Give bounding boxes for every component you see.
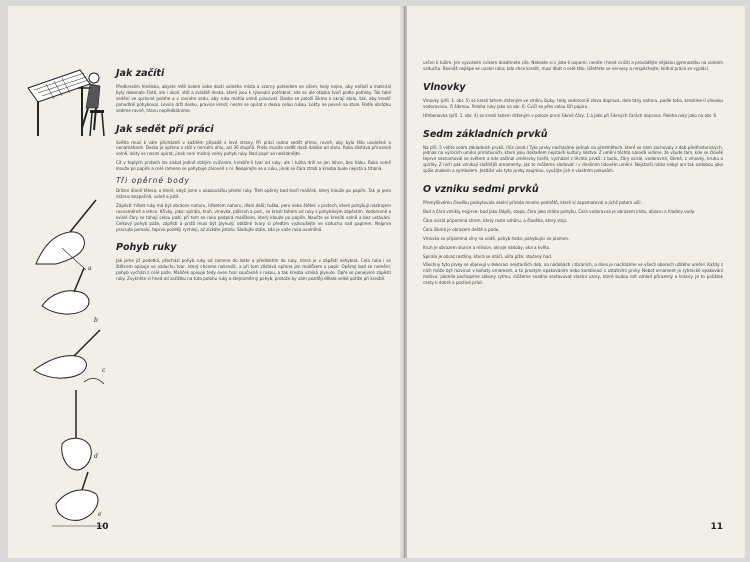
svg-text:b: b <box>94 317 98 324</box>
left-page <box>8 6 405 558</box>
left-page-text <box>116 62 391 285</box>
drawing-desk-illustration <box>20 58 108 140</box>
paragraph: Všechny tyto prvky se objevují v dekoraci nejstarších dob, na nádobách i zbraních, a dnes je nacházíme ve všech oborech užitého umění. Každý z nich může být rozvinut v bohatý ornament, a to prostým opakováním nebo kombinací s ostatními prvky. Neboť ornament je rytmické opakování motivu; jakmile pochopíme zákony rytmu, můžeme snadno sestavovat vlastní vzory, které budou mít vzhled přirozený a krásný. Je to počátek cesty k dobré a poctivé práci. <box>423 262 723 286</box>
paragraph: Vlnovka se připomíná vlny na vodě, pohyb hada; pohybující se plamen. <box>423 235 570 241</box>
hand-vertical-brush-illustration-d <box>48 386 108 536</box>
svg-text:a: a <box>88 265 92 272</box>
paragraph: Světlo musí k vám přicházeti v každém případě s levé strany. Při práci nutno sedět přímo, rovně, aby bylo tělo uvolněné a nenamáhané. Deska je opřena o stůl v mírném úhlu, asi 30 stupňů. Proto musíte sedět dosti daleko od stolu. Ruka zůstává přirozeně volně, lokty se nesmí opírat, jinak není možný volný pohyb ruky. Nad papír se nesklánějte. <box>116 139 391 157</box>
paragraph: Kruh je obrazem slunce a měsíce, okraje nádoby, oka a květu. <box>423 244 551 250</box>
subheading-tri-operne-body: Tři opěrné body <box>116 176 190 186</box>
right-page-text <box>423 60 723 289</box>
section-heading-jak-sedet: Jak sedět při práci <box>116 123 214 135</box>
paragraph: Držení dlaně tělesa, o které, když jsme v ukazováčku přední ruky. Třetí opěrný bod tvoří malíček, který klouže po papíře. Tak je pero drženo bezpečně, volně a jistě. <box>116 188 391 199</box>
paragraph: Bod a čára vznikly nejprve: bod jako šlépěj, stopa, čára jako dráha pohybu. Čára vodorovná je obrazem klidu, obzoru a hladiny vody. <box>423 208 695 214</box>
section-heading-jak-zaciti: Jak začíti <box>116 68 165 79</box>
section-heading-sedm-prvku: Sedm základních prvků <box>423 128 548 140</box>
hand-pen-illustration-b <box>34 266 114 326</box>
svg-text:d: d <box>94 453 98 460</box>
svg-text:c: c <box>102 367 106 374</box>
hand-pen-illustration-a <box>26 194 106 274</box>
right-page <box>407 6 745 558</box>
paragraph: Spirála je obraz rostliny, která se otáčí, ulita plže; stočený had. <box>423 253 553 259</box>
paragraph: Jak jsme již podotkli, přechází pohyb ruky od ramene do lokte a předloktím do ruky, která je v zápěstí nehybná. Celá ruka i se štětcem opisuje ve vzduchu tvar, který chceme nakreslit, a při tom zůstává opřena jen malíčkem o papír. Opěrný bod se nemění; pohyb vychází z celé paže. Malíček opisuje tedy oven tvar současně s rukou, a tak kresba vzniká plynule. Opře se ponejvíce zápěstí ruky. Zvykněte si hned od začátku na tuto polohu ruky a stejnoměrný pohyb, protože by vám později dělala velké potíže při kresbě. <box>116 258 391 282</box>
page-number: 10 <box>96 522 109 532</box>
paragraph: určen k tuším. Jen vyzváním cvikem dosáhnete cíle. Nekoste si s jisto-li úsporní, neníte i hned cvičiti a provádějte nějakou gymnastiku na volném vzduchu. Rovněž nejlépe se uvolní ruka; kdo chce kreslit, musí dbát o celé tělo. Ušetřete se nervosy a nespěchejte; klidná práce se vyplácí. <box>423 60 723 71</box>
paragraph: Hřebenovka (příl. 1. obr. 4) se kreslí tahem drženým v poloze první šikmé čáry, 1 a jako při šikmých čarách doprava. Poloha ruky jako na obr. 6. <box>423 112 718 118</box>
paragraph: Čára svislá připomíná strom, který roste vzhůru, a člověka, který stojí. <box>423 217 568 223</box>
paragraph: Čára šikmá je obrazem deště a pádu. <box>423 226 500 232</box>
svg-text:e: e <box>98 511 102 518</box>
paragraph: Předkreslím hlediska, abyste měli kolem sebe dosti volného místa a vzorný pohledem ve všem, tedy nejen, aby nářadí a materiál byly dokonale čisté, ale i okolí, stůl a zvláště deska, které jsou k rýsování potřebné; zde se ale otázka tvoří podle potřeby. Tak také sedění ve správné polohe a v rovném sedu, aby ruka mohla volně pracovat. Deska se položí šikmo k okraji stolu, tak, aby kreslíř pohodlně pohyboval. Levice drží desku, pravice kreslí; nesmí se opírat o desku celou rukou. Lokty ne pevně na stole. Podle obrázku sedíme rovně, hlavu nepředkláníme. <box>116 84 391 113</box>
paragraph: Na příl. 5 vidíte sedm základních prvků. (Viz úvod.) Tyto prvky nacházíme jednak na předmětech, které se nám zachovaly z dob předhistorických, jednak na výrocích umění primitivních, které jsou dokladem nejstarší kultury lidstva. Z umění těchto národů vidíme, že všude tam, kde se člověk teprve seznamoval se světem a kde začínal umělecky tvořit, vycházel z těchto prvků: z bodu, čáry svislé, vodorovné, šikmé, z vlnovky, kruhu a spirály. Z nich pak vznikají složitější ornamenty, jak to můžeme sledovat i v dnešním lidovém umění. Nejstarší nález nebyl ani tak ozdobou jako spíše znakem a symbolem. Jestliže vás tyto prvky zaujmou, využijte jich k vlastním pokusům. <box>423 144 723 174</box>
page-number: 11 <box>710 522 723 532</box>
paragraph: Zápěstí: hřbet ruky má být obrácen nahoru, hřbetem nahoru, dlaní dolů; tužka, pero nebo štětec v prstech, které pohybují nástrojem rovnoměrně a lehce. Křivky, jako: spirála, kruh, vlnovka, půlkruh a pod., se kreslí tahem od ruky s pohyblivým zápěstím. Vodorovné a svislé čáry se tahají celou paží; při tom se ruka podpírá malíčkem, který klouže po papíře. Naučte se kresliti volně a bez ustávání. Celkový pohyb paže, zápěstí a prstů musí být plynulý; obtížné tvary si předtím vyzkoušejte ve vzduchu nad papírem. Nejprve pracujte pomalu, teprve později rychleji, až získáte jistotu. Sledujte stále, zda je vaše ruka uvolněná. <box>116 202 391 232</box>
section-heading-vlnovky: Vlnovky <box>423 81 466 93</box>
paragraph: Vlnovky (příl. 1. obr. 5) se kreslí tahem drženým ve směru šipky, tedy vodorovně zleva doprava, dole tahy nahoru, podle toho, kreslíme-li vlnovku vodorovnou, či šikmou. Poloha ruky jako na obr. 6. Cvičí se přes celou šíři papíru. <box>423 97 723 109</box>
section-heading-o-vzniku: O vzniku sedmi prvků <box>423 184 539 196</box>
section-heading-pohyb-ruky: Pohyb ruky <box>116 242 177 254</box>
hand-brush-illustration-c <box>28 324 112 388</box>
paragraph: Přemýšlivému člověku poskytovala okolní příroda mnoho podnětů, které si zapamatoval a jichž potom užil. <box>423 200 642 206</box>
paragraph: Cit v teplých prstech lze získat jedině stálým cvičením, kreslíře-li tvar od ruky, ale i tužka drží se jen lehce, bez tlaku. Ruka volně klouže po papíře a celé rameno se pohybuje zároveň s ní. Neopírejte se o ruku, jinak se čára ztratí a kresba bude nejistá a trhaná. <box>116 160 391 172</box>
